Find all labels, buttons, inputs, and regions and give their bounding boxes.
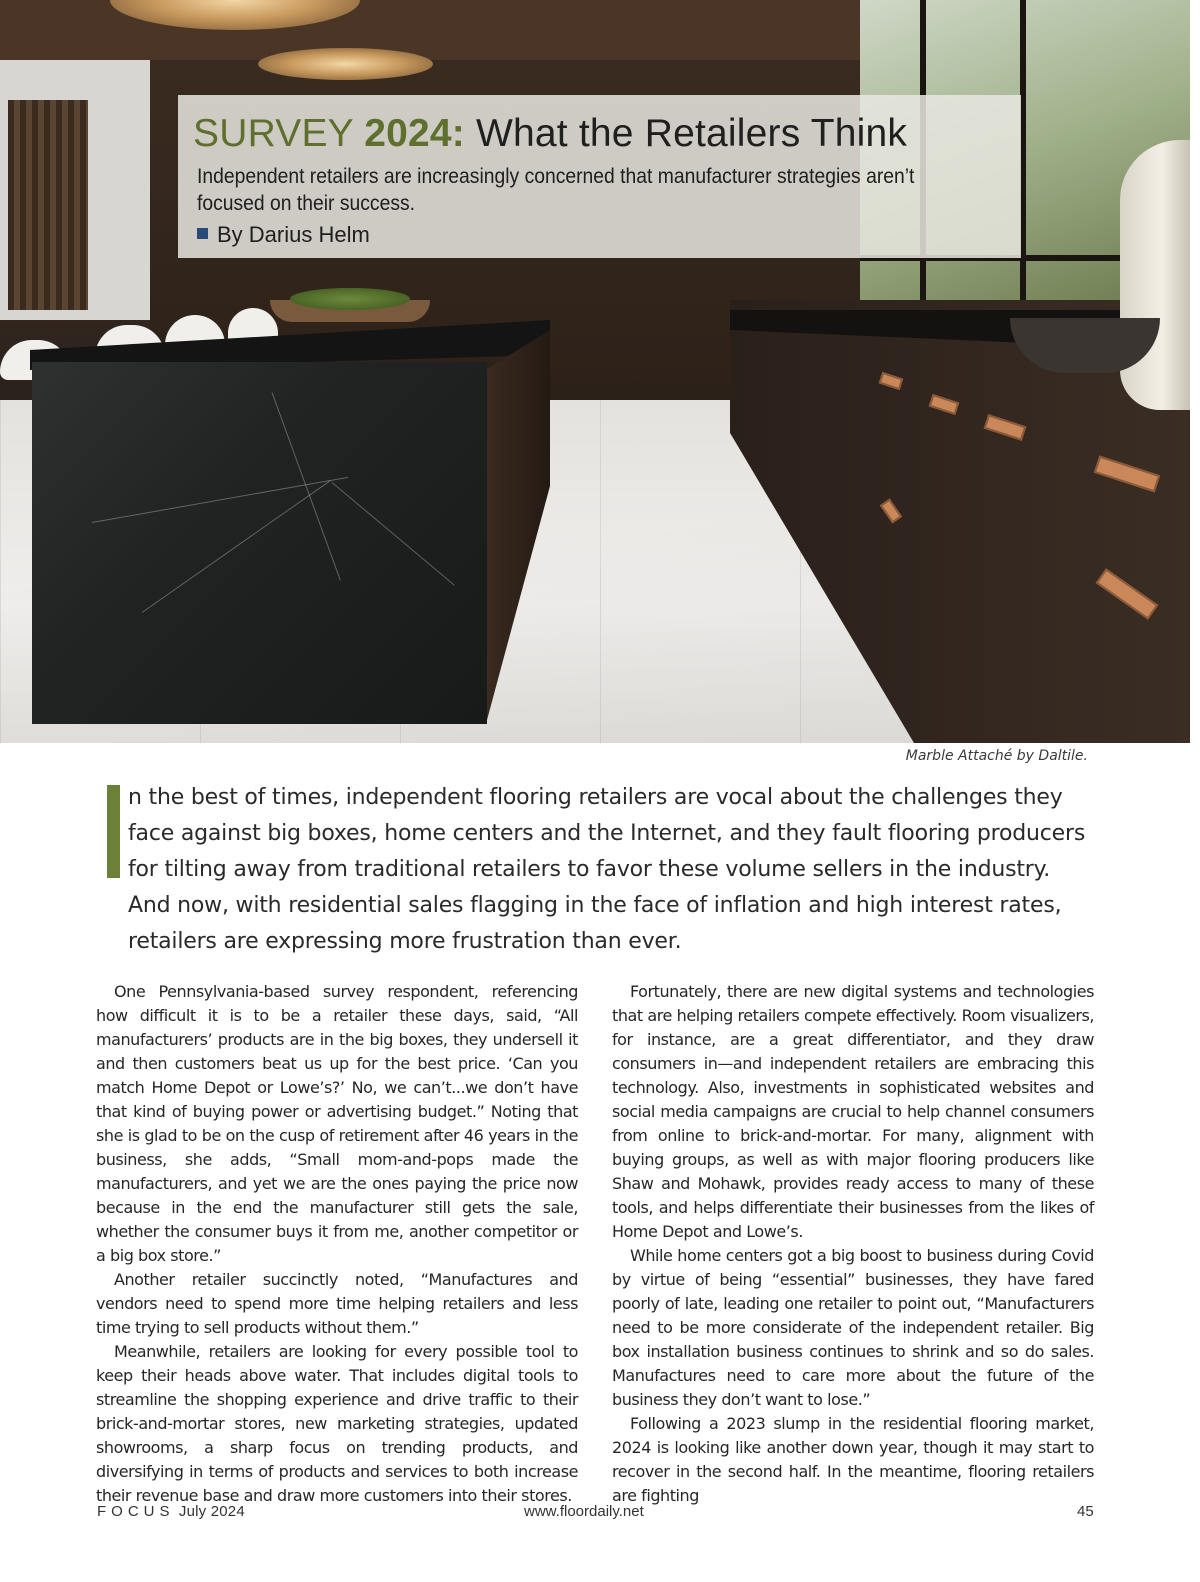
title-prefix: SURVEY <box>193 112 365 155</box>
photo-island <box>32 362 487 724</box>
title-rest: What the Retailers Think <box>464 112 908 155</box>
body-paragraph: Following a 2023 slump in the residential flooring market, 2024 is looking like another down year, though it may start to recover in the second half. In the meantime, flooring retailers are fighting <box>612 1414 1094 1505</box>
footer-issue: July 2024 <box>174 1503 245 1520</box>
body-paragraph: Meanwhile, retailers are looking for every possible tool to keep their heads above water. That includes digital tools to streamline the shopping experience and drive traffic to their brick-and-mortar stores, new marketing strategies, updated showrooms, a sharp focus on trending products, and diversifying in terms of products and services to both increase their revenue base and draw more customers into their stores. <box>96 1342 578 1505</box>
lede-text: n the best of times, independent flooring retailers are vocal about the challenges they face against big boxes, home centers and the Internet, and they fault flooring producers for tilting away from traditional retailers to favor these volume sellers in the industry. And now, with residential sales flagging in the face of inflation and high interest rates, retailers are expressing more frustration than ever. <box>128 785 1086 954</box>
photo-moss <box>290 288 410 310</box>
photo-caption: Marble Attaché by Daltile. <box>905 748 1088 764</box>
footer-publication <box>97 1503 245 1520</box>
byline <box>197 222 370 248</box>
footer-url[interactable]: www.floordaily.net <box>524 1503 644 1520</box>
photo-vase <box>1120 140 1190 410</box>
page-number: 45 <box>1077 1503 1094 1520</box>
body-paragraph: Fortunately, there are new digital systems and technologies that are helping retailers compete effectively. Room visualizers, for instance, are a great differentiator, and they draw consumers in—and independent retailers are embracing this technology. Also, investments in sophisticated websites and social media campaigns are crucial to help channel consumers from online to brick-and-mortar. For many, alignment with buying groups, as well as with major flooring producers like Shaw and Mohawk, provides ready access to many of these tools, and helps differentiate their businesses from the likes of Home Depot and Lowe’s. <box>612 982 1094 1241</box>
body-paragraph: While home centers got a big boost to business during Covid by virtue of being “essential” businesses, they have fared poorly of late, leading one retailer to point out, “Manufacturers need to be more considerate of the independent retailer. Big box installation business continues to shrink and so do sales. Manufactures need to care more about the future of the business they don’t want to lose.” <box>612 1246 1094 1409</box>
lede-paragraph <box>96 780 1096 960</box>
byline-square-icon <box>197 228 208 239</box>
body-column-right <box>612 980 1094 1508</box>
body-paragraph: One Pennsylvania-based survey respondent, referencing how difficult it is to be a retailer these days, said, “All manufacturers’ products are in the big boxes, they undersell it and then customers beat us up for the best price. ‘Can you match Home Depot or Lowe’s?’ No, we can’t...we don’t have that kind of buying power or advertising budget.” Noting that she is glad to be on the cusp of retirement after 46 years in the business, she adds, “Small mom-and-pops made the manufacturers, and yet we are the ones paying the price now because in the end the manufacturer still gets the sale, whether the consumer buys it from me, another competitor or a big box store.” <box>96 982 578 1265</box>
body-paragraph: Another retailer succinctly noted, “Manufactures and vendors need to spend more time helping retailers and less time trying to sell products without them.” <box>96 1270 578 1337</box>
footer-publication-name: FOCUS <box>97 1503 175 1520</box>
title-panel <box>178 95 1021 258</box>
body-column-left <box>96 980 578 1508</box>
title-year: 2024: <box>364 112 465 155</box>
article-deck: Independent retailers are increasingly concerned that manufacturer strategies aren’t focused on their success. <box>197 165 915 215</box>
photo-wall-art <box>8 100 88 310</box>
photo-pendant-light <box>258 48 433 80</box>
byline-author: By Darius Helm <box>217 222 370 247</box>
article-title <box>193 111 907 157</box>
